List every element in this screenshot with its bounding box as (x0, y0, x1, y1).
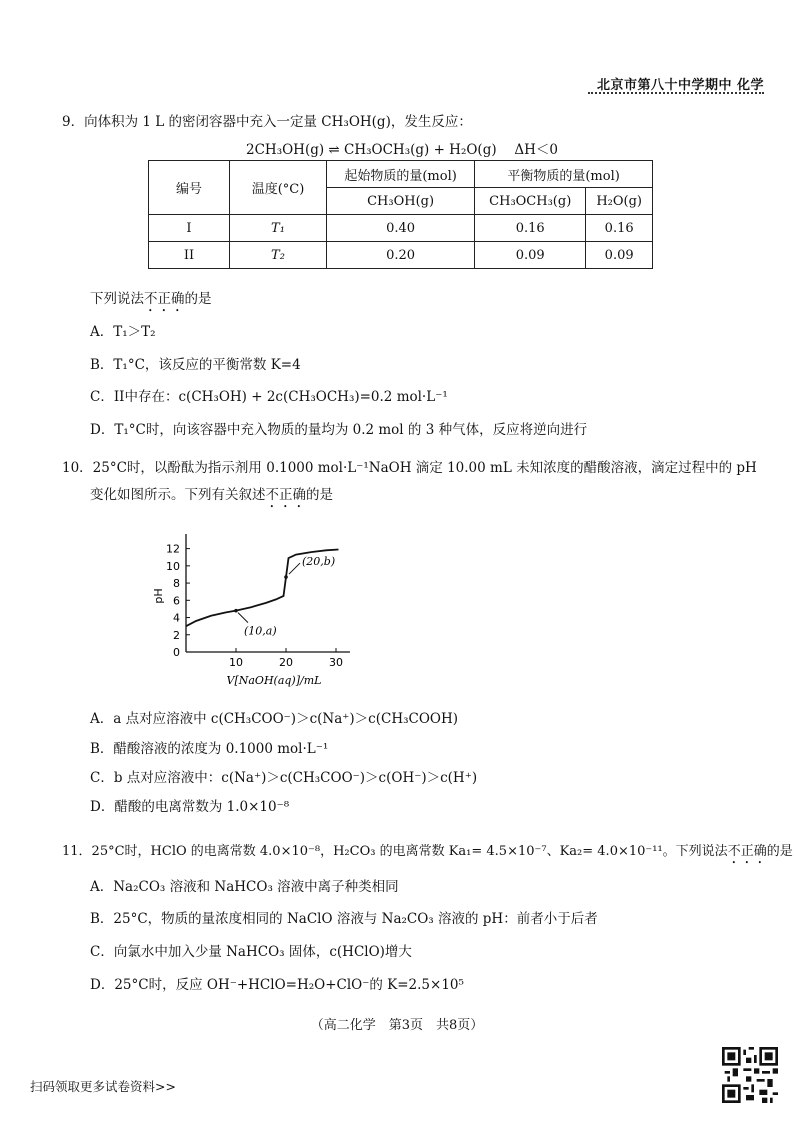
header-rule (588, 92, 764, 94)
y-tick-label: 8 (173, 577, 180, 591)
q9-prompt (90, 287, 212, 315)
table-row (149, 215, 653, 242)
scan-note: 扫码领取更多试卷资料>> (30, 1079, 176, 1094)
qr-code-icon[interactable] (722, 1047, 778, 1103)
table-sub-ch3oh: CH₃OH(g) (327, 188, 475, 215)
q9-option-b: B．T₁°C，该反应的平衡常数 K=4 (90, 357, 301, 373)
table-header-temp: 温度(°C) (230, 161, 327, 215)
table-cell-ch3oh: 0.20 (327, 242, 475, 269)
annotation-point (284, 575, 288, 579)
q10-stem-emphasis: 不正确 (265, 487, 306, 503)
q11-stem (62, 840, 793, 867)
table-header-no: 编号 (149, 161, 230, 215)
q10-stem-pre: 变化如图所示。下列有关叙述 (90, 487, 266, 503)
table-cell-ch3oh: 0.40 (327, 215, 475, 242)
q11-stem-post: 的是 (766, 844, 793, 859)
annotation-point (234, 609, 238, 613)
x-tick-label: 30 (329, 656, 343, 669)
q10-option-d: D．醋酸的电离常数为 1.0×10⁻⁸ (90, 799, 290, 815)
table-cell-h2o: 0.16 (586, 215, 653, 242)
annotation-label: (20,b) (302, 555, 336, 569)
y-tick-label: 12 (166, 542, 180, 556)
table-cell-ch3och3: 0.16 (475, 215, 586, 242)
y-tick-label: 10 (166, 559, 180, 573)
annotation-arrow (289, 563, 300, 574)
q9-stem: 9．向体积为 1 L 的密闭容器中充入一定量 CH₃OH(g)，发生反应： (62, 114, 472, 130)
table-cell-ch3och3: 0.09 (475, 242, 586, 269)
q9-option-d: D．T₁°C时，向该容器中充入物质的量均为 0.2 mol 的 3 种气体，反应将逆向进行 (90, 422, 588, 438)
y-tick-label: 4 (173, 611, 180, 625)
y-tick-label: 0 (173, 646, 180, 659)
table-cell-temp: T₁ (230, 215, 327, 242)
q9-reaction: 2CH₃OH(g) ⇌ CH₃OCH₃(g) + H₂O(g) ΔH＜0 (246, 142, 559, 158)
x-tick-label: 20 (279, 656, 293, 669)
q11-option-d: D．25°C时，反应 OH⁻+HClO=H₂O+ClO⁻的 K=2.5×10⁵ (90, 977, 464, 993)
table-sub-h2o: H₂O(g) (586, 188, 653, 215)
q9-option-a: A．T₁＞T₂ (90, 324, 156, 340)
q10-option-b: B．醋酸溶液的浓度为 0.1000 mol·L⁻¹ (90, 741, 329, 757)
y-tick-label: 6 (173, 594, 180, 608)
q10-stem-line1: 10．25°C时，以酚酞为指示剂用 0.1000 mol·L⁻¹NaOH 滴定 10.00 mL 未知浓度的醋酸溶液，滴定过程中的 pH (62, 460, 757, 476)
q11-option-a: A．Na₂CO₃ 溶液和 NaHCO₃ 溶液中离子种类相同 (90, 879, 399, 895)
q9-option-c: C．II中存在：c(CH₃OH) + 2c(CH₃OCH₃)=0.2 mol·L⁻¹ (90, 389, 448, 405)
page-footer: （高二化学 第3页 共8页） (310, 1018, 484, 1033)
table-header-initial: 起始物质的量(mol) (327, 161, 475, 188)
page-header: 北京市第八十中学期中 化学 (596, 78, 764, 93)
table-cell-no: II (149, 242, 230, 269)
table-cell-no: I (149, 215, 230, 242)
q11-option-b: B．25°C，物质的量浓度相同的 NaClO 溶液与 Na₂CO₃ 溶液的 pH：前者小于后者 (90, 911, 598, 927)
table-row (149, 242, 653, 269)
table-cell-temp: T₂ (230, 242, 327, 269)
titration-chart (148, 522, 358, 692)
y-axis-label: pH (152, 588, 165, 604)
q9-prompt-pre: 下列说法 (90, 291, 144, 307)
y-tick-label: 2 (173, 628, 180, 642)
x-tick-label: 10 (229, 656, 243, 669)
q11-stem-pre: 11．25°C时，HClO 的电离常数 4.0×10⁻⁸，H₂CO₃ 的电离常数 Ka₁= 4.5×10⁻⁷、Ka₂= 4.0×10⁻¹¹。下列说法 (62, 844, 728, 859)
annotation-label: (10,a) (244, 624, 277, 638)
table-sub-ch3och3: CH₃OCH₃(g) (475, 188, 586, 215)
table-header-equilibrium: 平衡物质的量(mol) (475, 161, 653, 188)
chart-annotations (234, 555, 335, 638)
q9-table (148, 160, 653, 269)
q11-stem-emphasis: 不正确 (727, 844, 767, 859)
q9-prompt-emphasis: 不正确 (144, 291, 185, 307)
q10-option-a: A．a 点对应溶液中 c(CH₃COO⁻)＞c(Na⁺)＞c(CH₃COOH) (90, 711, 459, 727)
table-cell-h2o: 0.09 (586, 242, 653, 269)
x-axis-label: V[NaOH(aq)]/mL (226, 674, 322, 687)
q10-option-c: C．b 点对应溶液中：c(Na⁺)＞c(CH₃COO⁻)＞c(OH⁻)＞c(H⁺) (90, 770, 478, 786)
annotation-arrow (238, 613, 248, 623)
q9-prompt-post: 的是 (184, 291, 212, 307)
q10-stem-post: 的是 (306, 487, 333, 503)
q10-stem-line2 (90, 483, 333, 511)
q11-option-c: C．向氯水中加入少量 NaHCO₃ 固体，c(HClO)增大 (90, 944, 412, 960)
